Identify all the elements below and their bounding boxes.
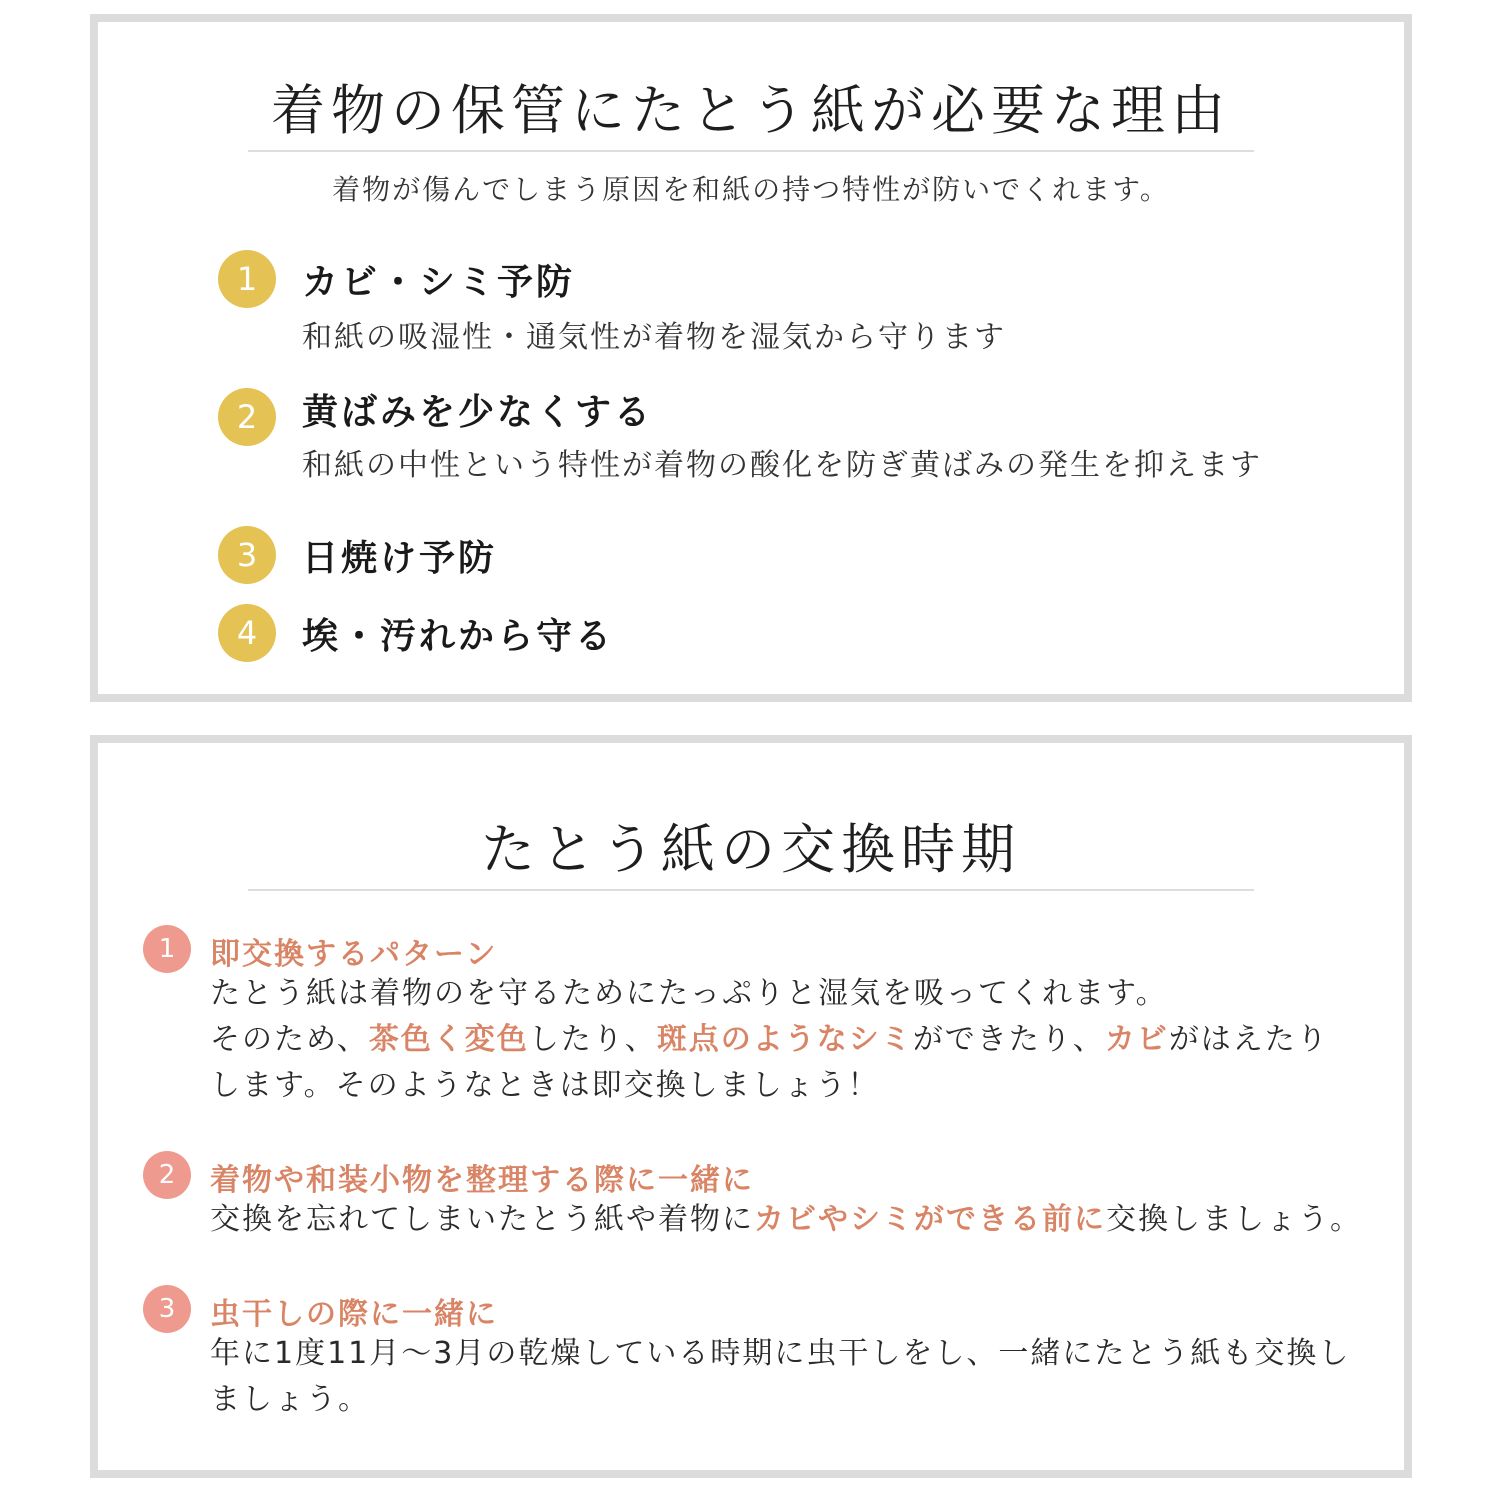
timing-heading: 即交換するパターン [210, 937, 498, 972]
timing-body-line: ましょう。 [210, 1382, 370, 1417]
text-run: したり、 [528, 1022, 657, 1057]
reason-number-badge: 3 [218, 526, 276, 584]
reasons-panel [90, 14, 1412, 702]
timing-body [210, 971, 1329, 1109]
timing-body-line: します。そのようなときは即交換しましょう！ [210, 1068, 880, 1103]
timing-body [210, 1331, 1350, 1423]
timing-panel [90, 735, 1412, 1478]
reason-description: 和紙の吸湿性・通気性が着物を湿気から守ります [302, 320, 1006, 355]
reasons-title-divider [248, 150, 1254, 152]
timing-body [210, 1197, 1362, 1243]
highlight-text: 茶色く変色 [368, 1022, 529, 1057]
reason-number-badge: 1 [218, 250, 276, 308]
highlight-text: カビ [1104, 1022, 1169, 1057]
timing-heading: 虫干しの際に一緒に [210, 1297, 498, 1332]
timing-number-badge: 2 [143, 1151, 191, 1199]
reason-heading: 埃・汚れから守る [302, 616, 615, 657]
text-run: ができたり、 [912, 1022, 1105, 1057]
reason-number-badge: 4 [218, 604, 276, 662]
timing-body-line: 年に1度11月〜3月の乾燥している時期に虫干しをし、一緒にたとう紙も交換し [210, 1336, 1351, 1371]
timing-number-badge: 3 [143, 1285, 191, 1333]
reason-heading: 日焼け予防 [302, 538, 498, 579]
text-run: 交換しましょう。 [1106, 1202, 1362, 1237]
timing-title-divider [248, 889, 1254, 891]
timing-title: たとう紙の交換時期 [481, 818, 1021, 881]
reasons-title: 着物の保管にたとう紙が必要な理由 [271, 79, 1231, 142]
reason-description: 和紙の中性という特性が着物の酸化を防ぎ黄ばみの発生を抑えます [302, 448, 1262, 483]
timing-body-line: たとう紙は着物のを守るためにたっぷりと湿気を吸ってくれます。 [210, 976, 1168, 1011]
reason-heading: カビ・シミ予防 [302, 262, 576, 303]
timing-number-badge: 1 [143, 925, 191, 973]
text-run: そのため、 [210, 1022, 369, 1057]
highlight-text: カビやシミができる前に [754, 1202, 1106, 1237]
reason-heading: 黄ばみを少なくする [302, 392, 654, 433]
timing-body-line [210, 1017, 1329, 1063]
timing-heading: 着物や和装小物を整理する際に一緒に [210, 1163, 754, 1198]
timing-body-line [210, 1197, 1362, 1243]
reasons-subtitle: 着物が傷んでしまう原因を和紙の持つ特性が防いでくれます。 [332, 173, 1170, 206]
text-run: がはえたり [1168, 1022, 1329, 1057]
reason-number-badge: 2 [218, 388, 276, 446]
text-run: 交換を忘れてしまいたとう紙や着物に [210, 1202, 754, 1237]
highlight-text: 斑点のようなシミ [656, 1022, 913, 1057]
